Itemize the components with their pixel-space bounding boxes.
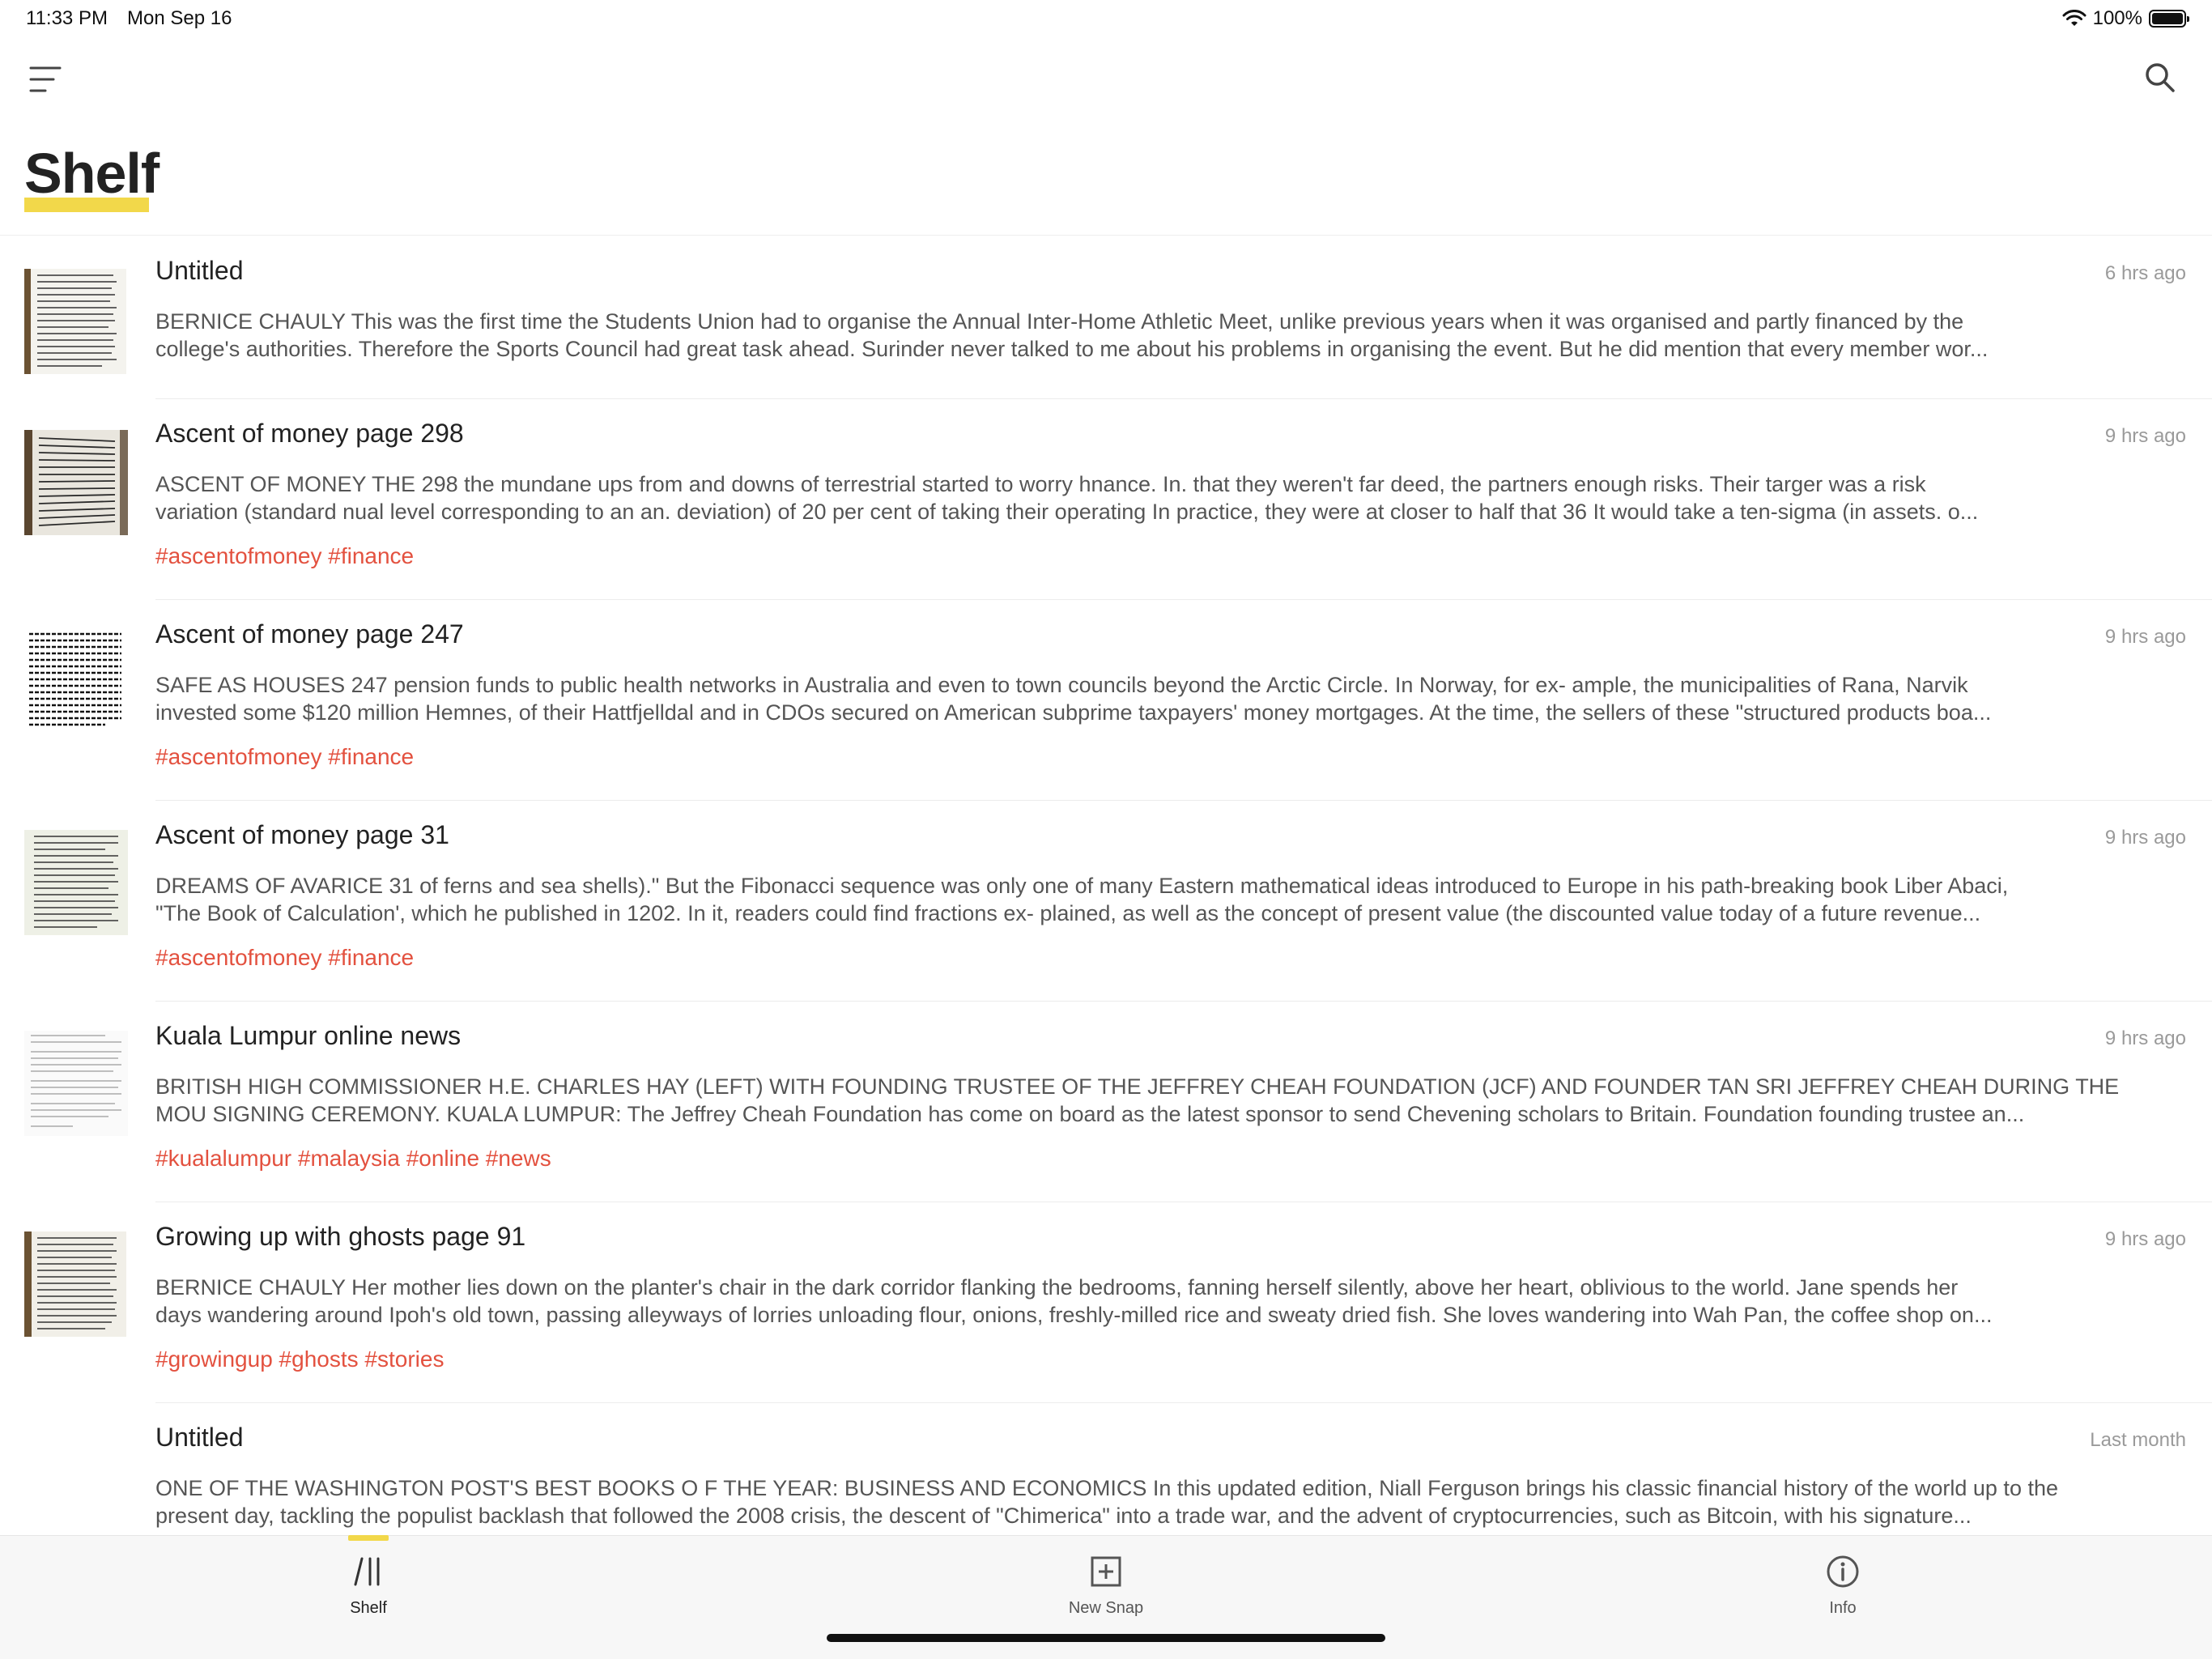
tab-info[interactable] (1762, 1536, 1924, 1641)
tab-new-snap[interactable] (1025, 1536, 1187, 1641)
shelf-list[interactable] (0, 236, 2212, 1535)
status-date: Mon Sep 16 (127, 7, 232, 29)
shelf-item[interactable] (0, 600, 2212, 800)
item-excerpt (155, 1073, 2186, 1128)
excerpt-line: SAFE AS HOUSES 247 pension funds to public health networks in Australia and even to town councils beyond the Arctic Circle. In Norway, for ex- ample, the municipalities of Rana, Narvik (155, 673, 1968, 697)
shelf-item[interactable] (0, 399, 2212, 599)
search-icon (2144, 62, 2176, 94)
page-thumbnail[interactable] (24, 1031, 128, 1136)
hamburger-menu-button[interactable] (29, 65, 65, 94)
tab-label: New Snap (1068, 1599, 1144, 1617)
item-title: Untitled (155, 1423, 244, 1452)
page-title: Shelf (24, 142, 160, 205)
tab-label: Shelf (350, 1599, 387, 1617)
item-tags[interactable]: #ascentofmoney #finance (155, 945, 415, 970)
status-time: 11:33 PM (26, 7, 108, 29)
item-excerpt (155, 308, 2186, 363)
item-timestamp: Last month (2090, 1429, 2186, 1451)
active-tab-indicator (348, 1535, 389, 1541)
item-title: Untitled (155, 256, 244, 285)
tab-shelf[interactable] (287, 1536, 449, 1641)
excerpt-line: ASCENT OF MONEY THE 298 the mundane ups from and downs of terrestrial started to worry hnance. In. that they weren't far deed, the partners enough risks. Their targer was a risk (155, 472, 1926, 496)
shelf-item[interactable] (0, 1403, 2212, 1535)
item-excerpt (155, 671, 2186, 726)
battery-icon (2149, 10, 2186, 28)
page-thumbnail[interactable] (24, 430, 128, 535)
excerpt-line: days wandering around Ipoh's old town, passing alleyways of lorries unloading flour, onions, freshly-milled rice and sweaty dried fish. She loves wandering into Wah Pan, the coffee shop on... (155, 1303, 1993, 1327)
item-title: Growing up with ghosts page 91 (155, 1222, 526, 1251)
shelf-item[interactable] (0, 1002, 2212, 1202)
excerpt-line: BERNICE CHAULY This was the first time the Students Union had to organise the Annual Inter-Home Athletic Meet, unlike previous years when it was organised and partly financed by the (155, 309, 1964, 334)
item-excerpt (155, 872, 2186, 927)
excerpt-line: MOU SIGNING CEREMONY. KUALA LUMPUR: The Jeffrey Cheah Foundation has come on board as the latest sponsor to send Chevening scholars to Britain. Foundation founding trustee an... (155, 1102, 2025, 1126)
item-excerpt (155, 470, 2186, 525)
shelf-item[interactable] (0, 1202, 2212, 1402)
excerpt-line: variation (standard nual level corresponding to an an. deviation) of 20 per cent of taking their operating In practice, they were at closer to half that 36 It would take a ten-sigma (in assets. o... (155, 500, 1979, 524)
item-tags[interactable]: #kualalumpur #malaysia #online #news (155, 1146, 551, 1171)
shelf-icon (351, 1554, 386, 1589)
excerpt-line: ONE OF THE WASHINGTON POST'S BEST BOOKS O F THE YEAR: BUSINESS AND ECONOMICS In this updated edition, Niall Ferguson brings his classic financial history of the world up to the (155, 1476, 2058, 1500)
info-icon (1825, 1554, 1861, 1589)
item-tags[interactable]: #growingup #ghosts #stories (155, 1346, 445, 1372)
page-thumbnail[interactable] (24, 830, 128, 935)
battery-percent: 100% (2092, 7, 2142, 29)
status-bar (0, 0, 2212, 39)
item-timestamp: 9 hrs ago (2104, 1228, 2186, 1250)
excerpt-line: present day, tackling the populist backlash that followed the 2008 crisis, the descent of "Chimerica" into a trade war, and the advent of cryptocurrencies, such as Bitcoin, with his signature... (155, 1504, 1972, 1528)
shelf-item[interactable] (0, 236, 2212, 398)
item-timestamp: 9 hrs ago (2104, 626, 2186, 648)
page-thumbnail[interactable] (24, 629, 128, 734)
add-snap-icon (1088, 1554, 1124, 1589)
item-timestamp: 9 hrs ago (2104, 1027, 2186, 1049)
home-indicator[interactable] (827, 1634, 1385, 1642)
item-tags[interactable]: #ascentofmoney #finance (155, 744, 415, 769)
tab-label: Info (1829, 1599, 1857, 1617)
item-tags[interactable]: #ascentofmoney #finance (155, 543, 415, 568)
search-button[interactable] (2144, 62, 2176, 94)
wifi-icon (2062, 10, 2087, 28)
excerpt-line: DREAMS OF AVARICE 31 of ferns and sea shells)." But the Fibonacci sequence was only one of many Eastern mathematical ideas introduced to Europe in his path-breaking book Liber Abaci, (155, 874, 2009, 898)
excerpt-line: invested some $120 million Hemnes, of their Hattfjelldal and in CDOs secured on American subprime taxpayers' money mortgages. At the time, the sellers of these "structured products boa... (155, 700, 1992, 725)
item-title: Kuala Lumpur online news (155, 1021, 462, 1050)
page-thumbnail[interactable] (24, 269, 128, 374)
excerpt-line: "The Book of Calculation', which he published in 1202. In it, readers could find fractions ex- plained, as well as the concept of present value (the discounted value today of a future revenue... (155, 901, 1981, 925)
item-title: Ascent of money page 247 (155, 619, 464, 649)
status-indicators (2062, 7, 2186, 30)
header-divider (0, 235, 2212, 236)
shelf-item[interactable] (0, 801, 2212, 1001)
item-timestamp: 6 hrs ago (2104, 262, 2186, 284)
item-excerpt (155, 1274, 2186, 1329)
item-title: Ascent of money page 298 (155, 419, 464, 448)
item-title: Ascent of money page 31 (155, 820, 449, 849)
item-excerpt (155, 1474, 2186, 1529)
excerpt-line: BRITISH HIGH COMMISSIONER H.E. CHARLES HAY (LEFT) WITH FOUNDING TRUSTEE OF THE JEFFREY CHEAH FOUNDATION (JCF) AND FOUNDER TAN SRI JEFFREY CHEAH DURING THE (155, 1074, 2120, 1099)
page-thumbnail[interactable] (24, 1231, 128, 1337)
hamburger-icon (29, 65, 65, 94)
excerpt-line: college's authorities. Therefore the Sports Council had great task ahead. Surinder never talked to me about his problems in organising the event. But he did mention that every member wor... (155, 337, 1989, 361)
excerpt-line: BERNICE CHAULY Her mother lies down on the planter's chair in the dark corridor flanking the bedrooms, fanning herself silently, above her heart, oblivious to the world. Jane spends her (155, 1275, 1959, 1300)
item-timestamp: 9 hrs ago (2104, 425, 2186, 447)
item-timestamp: 9 hrs ago (2104, 827, 2186, 849)
